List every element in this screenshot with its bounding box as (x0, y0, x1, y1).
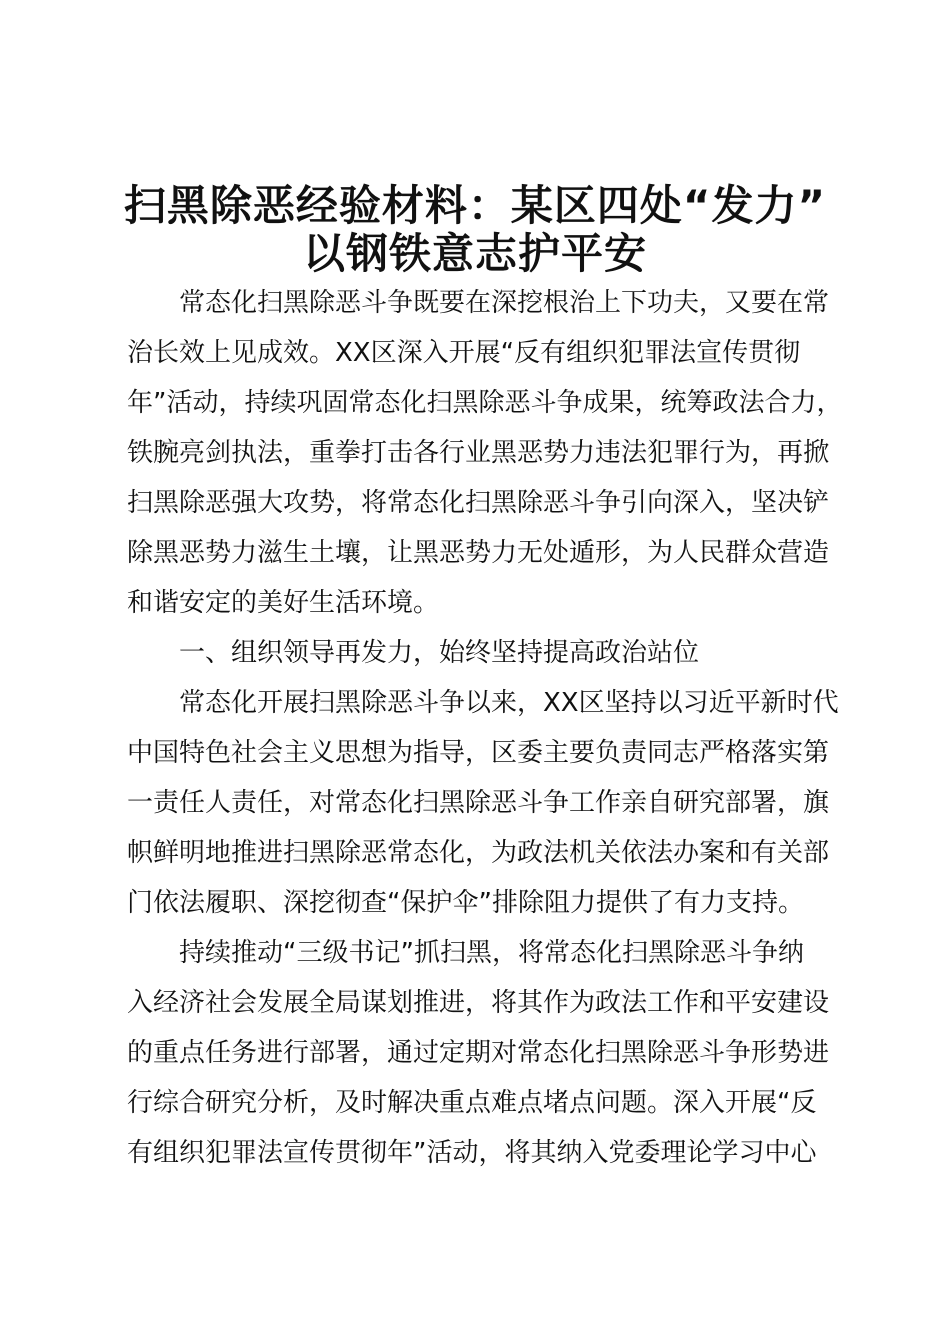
body-line: 有组织犯罪法宣传贯彻年”活动，将其纳入党委理论学习中心 (127, 1138, 817, 1168)
body-line: 帜鲜明地推进扫黑除恶常态化，为政法机关依法办案和有关部 (127, 838, 830, 868)
body-line: 一责任人责任，对常态化扫黑除恶斗争工作亲自研究部署，旗 (127, 788, 830, 818)
body-line: 行综合研究分析，及时解决重点难点堵点问题。深入开展“反 (127, 1088, 817, 1118)
body-line: 门依法履职、深挖彻查“保护伞”排除阻力提供了有力支持。 (127, 888, 804, 918)
section-heading-1: 一、组织领导再发力，始终坚持提高政治站位 (127, 638, 700, 668)
body-line: 常态化开展扫黑除恶斗争以来，XX区坚持以习近平新时代 (127, 688, 839, 718)
body-line: 的重点任务进行部署，通过定期对常态化扫黑除恶斗争形势进 (127, 1038, 830, 1068)
body-line: 持续推动“三级书记”抓扫黑，将常态化扫黑除恶斗争纳 (127, 938, 804, 968)
document-title-line-1: 扫黑除恶经验材料：某区四处“发力” (123, 181, 827, 230)
body-line: 入经济社会发展全局谋划推进，将其作为政法工作和平安建设 (127, 988, 830, 1018)
body-line: 常态化扫黑除恶斗争既要在深挖根治上下功夫，又要在常 (127, 288, 830, 318)
body-line: 年”活动，持续巩固常态化扫黑除恶斗争成果，统筹政法合力， (127, 388, 843, 418)
body-line: 治长效上见成效。XX区深入开展“反有组织犯罪法宣传贯彻 (127, 338, 801, 368)
body-line: 中国特色社会主义思想为指导，区委主要负责同志严格落实第 (127, 738, 830, 768)
body-line: 除黑恶势力滋生土壤，让黑恶势力无处遁形，为人民群众营造 (127, 538, 830, 568)
document-title-line-2: 以钢铁意志护平安 (302, 229, 647, 278)
body-line: 扫黑除恶强大攻势，将常态化扫黑除恶斗争引向深入，坚决铲 (127, 488, 830, 518)
body-line: 和谐安定的美好生活环境。 (127, 588, 440, 618)
body-line: 铁腕亮剑执法，重拳打击各行业黑恶势力违法犯罪行为，再掀 (127, 438, 830, 468)
